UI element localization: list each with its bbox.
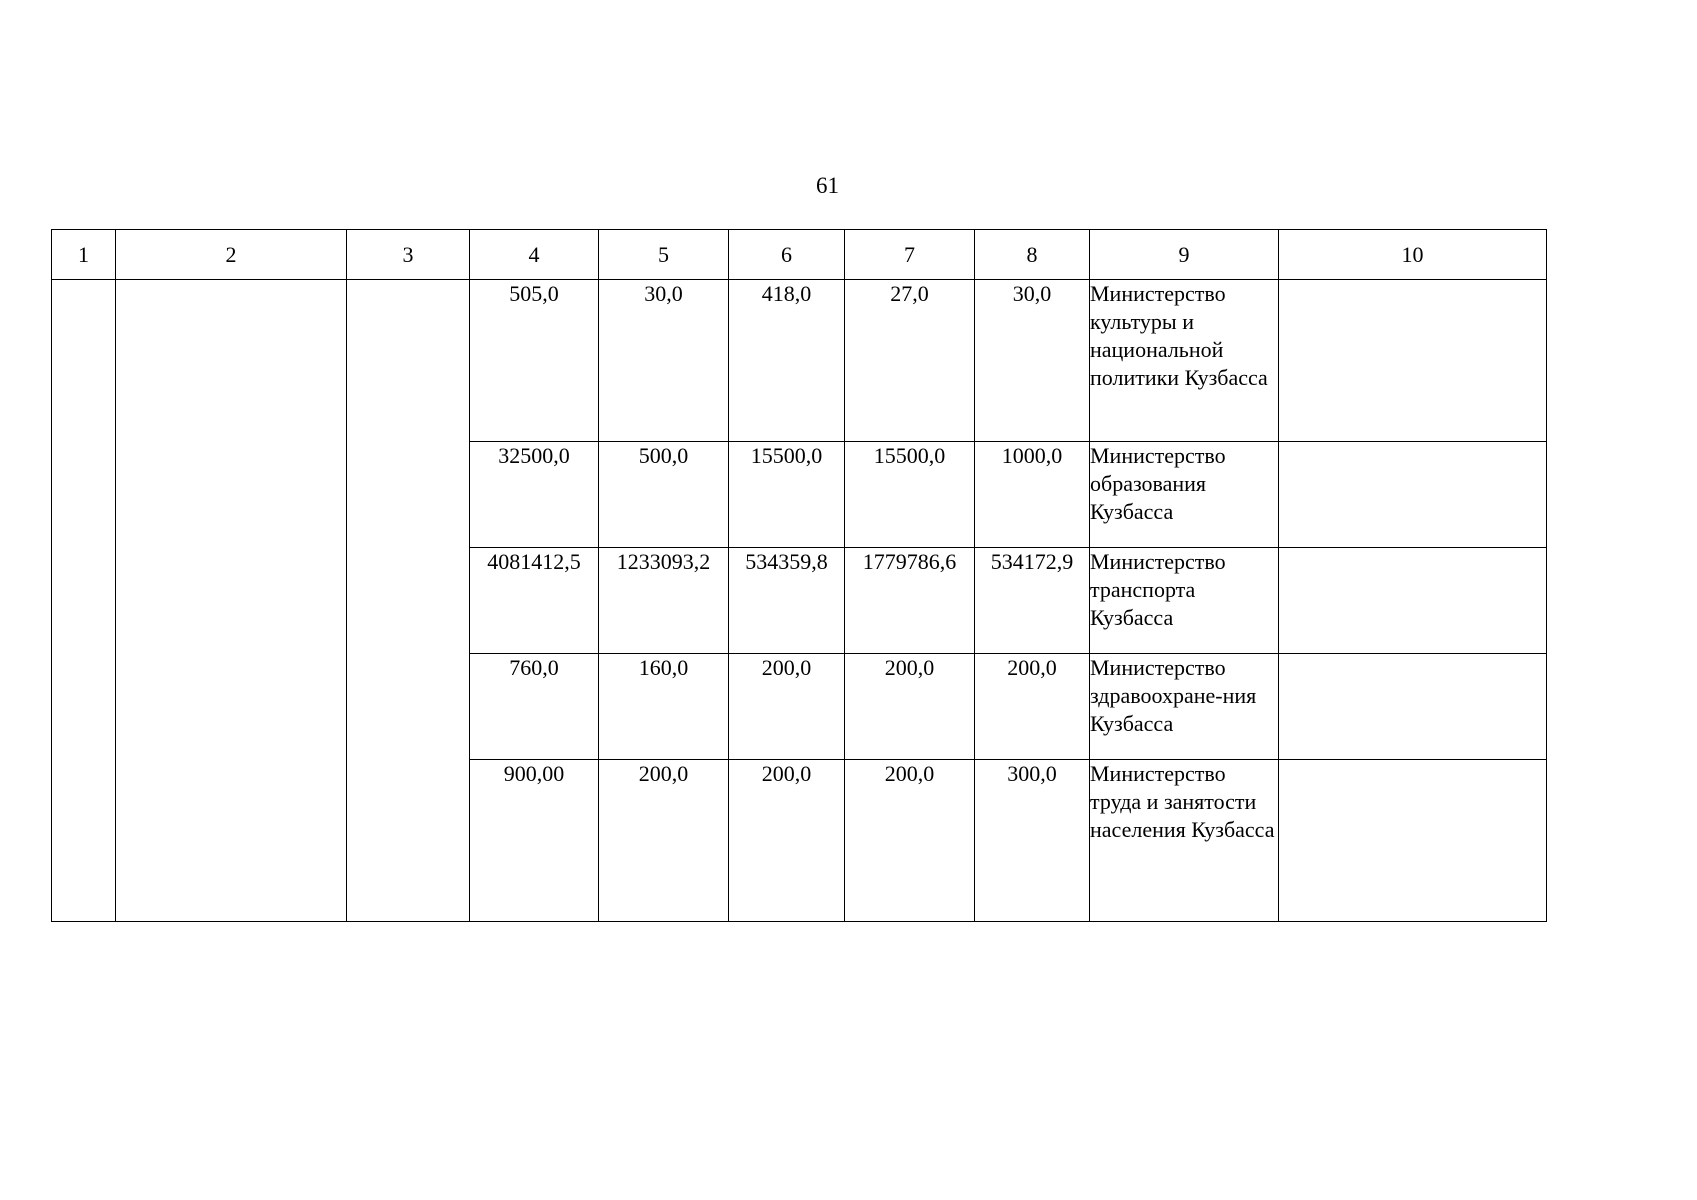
cell-col-3 <box>347 280 470 922</box>
cell-value: 160,0 <box>599 654 729 760</box>
cell-value: 300,0 <box>975 760 1090 922</box>
cell-col-2 <box>116 280 347 922</box>
cell-value: 418,0 <box>729 280 845 442</box>
cell-value: 32500,0 <box>470 442 599 548</box>
column-number-row <box>52 230 1547 280</box>
cell-col-10 <box>1279 654 1547 760</box>
cell-ministry: Министерство образования Кузбасса <box>1090 442 1279 548</box>
cell-col-10 <box>1279 548 1547 654</box>
column-header: 4 <box>470 230 599 280</box>
cell-value: 200,0 <box>729 760 845 922</box>
cell-ministry: Министерство транспорта Кузбасса <box>1090 548 1279 654</box>
column-header: 10 <box>1279 230 1547 280</box>
cell-value: 200,0 <box>845 760 975 922</box>
column-header: 5 <box>599 230 729 280</box>
cell-value: 200,0 <box>845 654 975 760</box>
cell-value: 15500,0 <box>729 442 845 548</box>
table-row <box>52 280 1547 442</box>
cell-value: 200,0 <box>729 654 845 760</box>
cell-value: 1779786,6 <box>845 548 975 654</box>
cell-value: 15500,0 <box>845 442 975 548</box>
cell-value: 505,0 <box>470 280 599 442</box>
cell-value: 760,0 <box>470 654 599 760</box>
column-header: 8 <box>975 230 1090 280</box>
cell-col-10 <box>1279 760 1547 922</box>
cell-ministry: Министерство труда и занятости населения Кузбасса <box>1090 760 1279 922</box>
cell-col-10 <box>1279 442 1547 548</box>
cell-value: 30,0 <box>599 280 729 442</box>
cell-value: 1233093,2 <box>599 548 729 654</box>
cell-ministry: Министерство культуры и национальной политики Кузбасса <box>1090 280 1279 442</box>
column-header: 3 <box>347 230 470 280</box>
cell-col-1 <box>52 280 116 922</box>
cell-ministry: Министерство здравоохране-ния Кузбасса <box>1090 654 1279 760</box>
page-number: 61 <box>816 173 839 198</box>
column-header: 6 <box>729 230 845 280</box>
column-header: 7 <box>845 230 975 280</box>
cell-value: 200,0 <box>975 654 1090 760</box>
cell-value: 500,0 <box>599 442 729 548</box>
cell-value: 4081412,5 <box>470 548 599 654</box>
cell-value: 1000,0 <box>975 442 1090 548</box>
budget-table <box>51 229 1547 922</box>
cell-value: 534359,8 <box>729 548 845 654</box>
cell-value: 200,0 <box>599 760 729 922</box>
cell-value: 900,00 <box>470 760 599 922</box>
cell-value: 534172,9 <box>975 548 1090 654</box>
column-header: 1 <box>52 230 116 280</box>
column-header: 9 <box>1090 230 1279 280</box>
cell-value: 27,0 <box>845 280 975 442</box>
cell-col-10 <box>1279 280 1547 442</box>
column-header: 2 <box>116 230 347 280</box>
cell-value: 30,0 <box>975 280 1090 442</box>
